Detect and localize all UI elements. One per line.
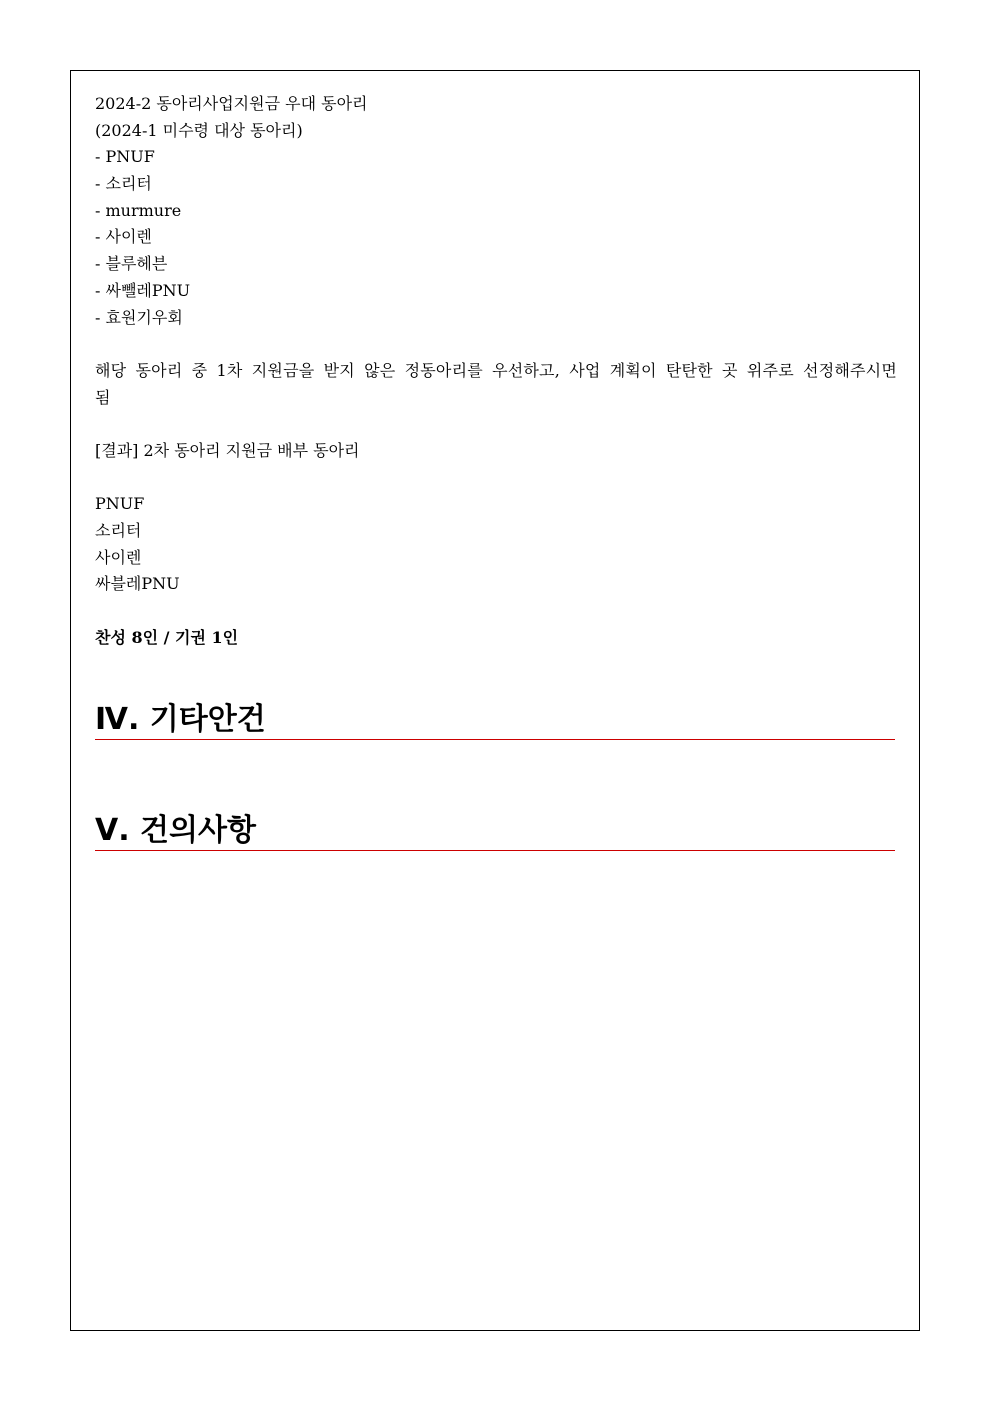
spacer xyxy=(95,598,897,625)
section-heading-suggestions: Ⅴ. 건의사항 xyxy=(95,814,895,851)
priority-club-list xyxy=(95,144,897,331)
list-item: - 블루헤븐 xyxy=(95,254,168,274)
list-item: 사이렌 xyxy=(95,547,142,567)
spacer xyxy=(95,465,897,492)
list-item: - 소리터 xyxy=(95,174,152,194)
list-item: - PNUF xyxy=(95,147,155,167)
document-content xyxy=(95,91,897,651)
spacer xyxy=(95,331,897,358)
document-subtitle: (2024-1 미수령 대상 동아리) xyxy=(95,120,303,140)
spacer xyxy=(95,411,897,438)
list-item: - 싸뺄레PNU xyxy=(95,280,191,300)
page-frame xyxy=(70,70,920,1331)
result-club-list xyxy=(95,491,897,598)
result-heading: [결과] 2차 동아리 지원금 배부 동아리 xyxy=(95,440,360,460)
list-item: PNUF xyxy=(95,494,145,514)
list-item: - 사이렌 xyxy=(95,227,152,247)
vote-result: 찬성 8인 / 기권 1인 xyxy=(95,627,239,647)
list-item: 싸블레PNU xyxy=(95,574,180,594)
list-item: - murmure xyxy=(95,200,182,220)
list-item: 소리터 xyxy=(95,521,142,541)
document-title: 2024-2 동아리사업지원금 우대 동아리 xyxy=(95,94,368,113)
section-heading-other-agenda: Ⅳ. 기타안건 xyxy=(95,703,895,740)
list-item: - 효원기우회 xyxy=(95,307,183,327)
instruction-paragraph: 해당 동아리 중 1차 지원금을 받지 않은 정동아리를 우선하고, 사업 계획이 탄탄한 곳 위주로 선정해주시면 됨 xyxy=(95,360,897,407)
